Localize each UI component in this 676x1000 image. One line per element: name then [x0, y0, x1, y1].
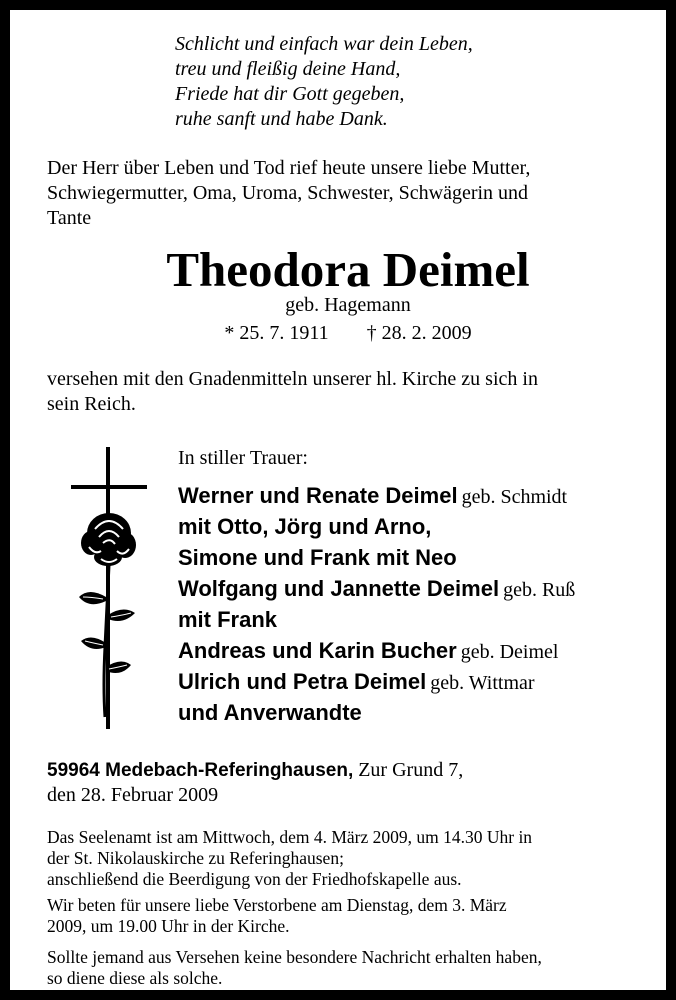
mourner-name: und Anverwandte [178, 700, 362, 725]
mourning-label: In stiller Trauer: [178, 447, 308, 469]
sacrament-line: sein Reich. [47, 393, 136, 415]
poem-line: ruhe sanft und habe Dank. [175, 108, 388, 130]
mourner-name: Simone und Frank mit Neo [178, 545, 457, 570]
requiem-info [47, 827, 662, 890]
mourner-birth-name: geb. Wittmar [430, 672, 535, 694]
birth-date: * 25. 7. 1911 [224, 322, 329, 344]
maiden-name: geb. Hagemann [285, 294, 411, 316]
mourner-line [178, 480, 575, 511]
mourner-name: Wolfgang und Jannette Deimel [178, 576, 500, 601]
mourner-line [178, 666, 575, 697]
info-line: anschließend die Beerdigung von der Friedhofskapelle aus. [47, 869, 462, 889]
mourner-name: mit Otto, Jörg und Arno, [178, 514, 432, 539]
mourner-line [178, 697, 575, 728]
address-date: den 28. Februar 2009 [47, 784, 219, 806]
poem-line: Friede hat dir Gott gegeben, [175, 83, 405, 105]
info-line: Wir beten für unsere liebe Verstorbene am Dienstag, dem 3. März [47, 895, 507, 915]
cross-with-rose-icon [65, 447, 155, 729]
mourner-line [178, 511, 575, 542]
poem-line: treu und fleißig deine Hand, [175, 58, 401, 80]
mourner-line [178, 635, 575, 666]
intro-line: Der Herr über Leben und Tod rief heute unsere liebe Mutter, [47, 157, 531, 179]
memorial-poem [175, 32, 473, 132]
sacrament-text [47, 367, 652, 417]
mourner-birth-name: geb. Deimel [460, 641, 559, 663]
intro-line: Tante [47, 207, 92, 229]
poem-line: Schlicht und einfach war dein Leben, [175, 33, 473, 55]
sacrament-line: versehen mit den Gnadenmitteln unserer hl. Kirche zu sich in [47, 368, 538, 390]
mourner-name: mit Frank [178, 607, 278, 632]
address-line [47, 758, 463, 783]
life-dates [10, 321, 676, 346]
death-date: † 28. 2. 2009 [366, 322, 472, 344]
info-line: 2009, um 19.00 Uhr in der Kirche. [47, 916, 290, 936]
prayer-info [47, 895, 662, 937]
mourner-line [178, 573, 575, 604]
mourner-line [178, 542, 575, 573]
info-line: so diene diese als solche. [47, 968, 223, 988]
address-city: 59964 Medebach-Referinghausen, [47, 760, 354, 781]
mourner-name: Ulrich und Petra Deimel [178, 669, 427, 694]
mourner-birth-name: geb. Schmidt [461, 486, 568, 508]
mourner-name: Werner und Renate Deimel [178, 483, 458, 508]
mourner-birth-name: geb. Ruß [503, 579, 576, 601]
deceased-name: Theodora Deimel [166, 242, 530, 297]
mourner-line [178, 604, 575, 635]
intro-line: Schwiegermutter, Oma, Uroma, Schwester, Schwägerin und [47, 182, 529, 204]
address-street: Zur Grund 7, [358, 759, 464, 781]
mourners-list [178, 480, 575, 728]
notice-info [47, 947, 662, 989]
info-line: Sollte jemand aus Versehen keine besondere Nachricht erhalten haben, [47, 947, 542, 967]
info-line: der St. Nikolauskirche zu Referinghausen; [47, 848, 344, 868]
address-block [47, 758, 463, 808]
intro-text [47, 156, 652, 231]
mourner-name: Andreas und Karin Bucher [178, 638, 457, 663]
info-line: Das Seelenamt ist am Mittwoch, dem 4. März 2009, um 14.30 Uhr in [47, 827, 533, 847]
